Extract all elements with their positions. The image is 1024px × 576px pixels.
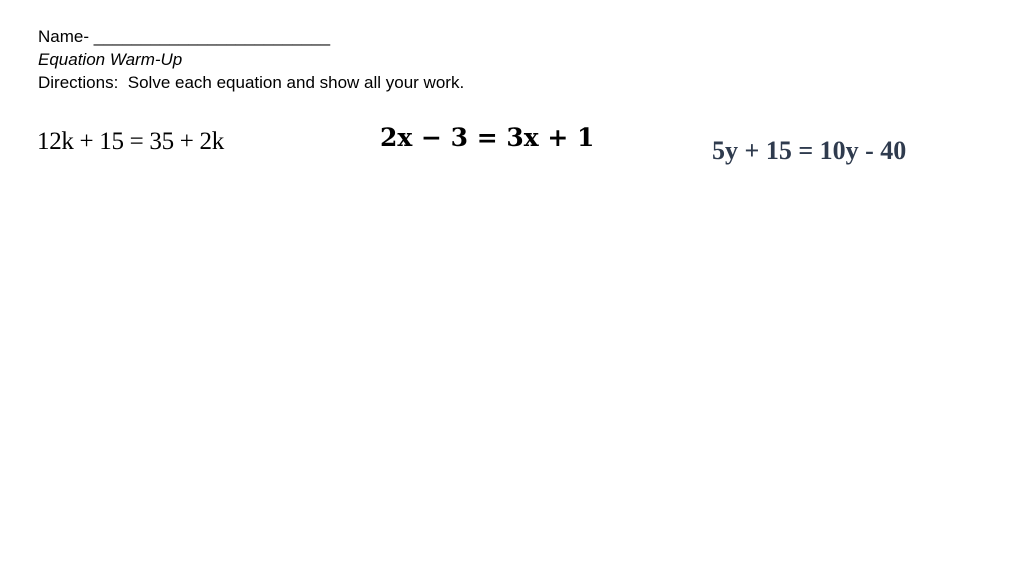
worksheet-header <box>38 25 464 94</box>
equation-2: 2x − 3 = 3x + 1 <box>380 123 595 152</box>
equation-1: 12k + 15 = 35 + 2k <box>37 128 224 155</box>
worksheet-title: Equation Warm-Up <box>38 50 183 69</box>
directions-text: Directions: Solve each equation and show all your work. <box>38 73 465 92</box>
name-line: Name- _________________________ <box>38 27 331 46</box>
equation-3: 5y + 15 = 10y - 40 <box>712 136 907 165</box>
